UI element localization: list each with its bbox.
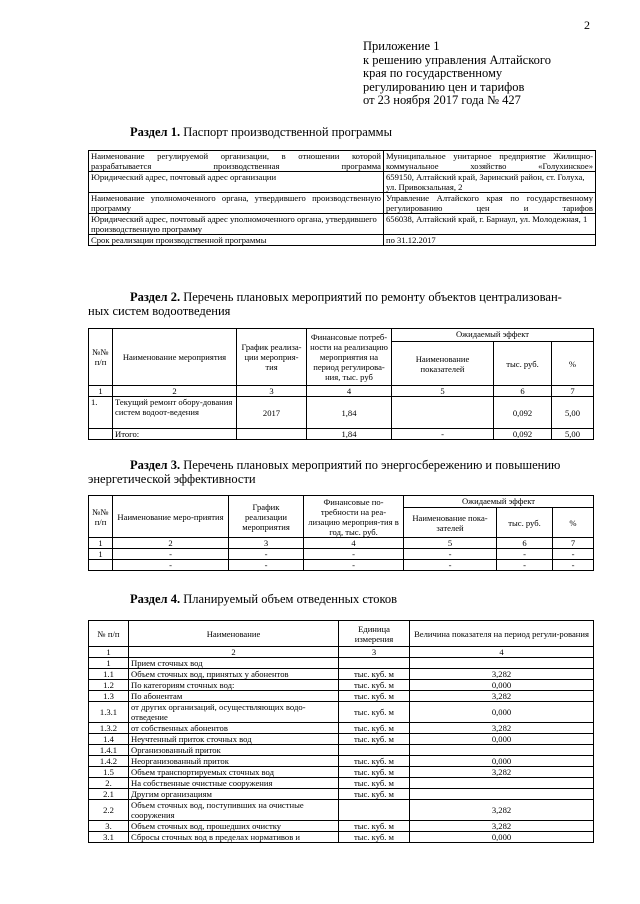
row-name: Объем сточных вод, прошедших очистку	[129, 821, 339, 832]
row-name: Другим организациям	[129, 789, 339, 800]
total-label: Итого:	[113, 429, 237, 440]
wastewater-volume-table	[88, 620, 594, 843]
row-value: 3,282	[410, 821, 594, 832]
row-name: Сбросы сточных вод в пределах нормативов и	[129, 832, 339, 843]
row-num: 2.2	[89, 800, 129, 821]
row-unit: тыс. куб. м	[339, 789, 410, 800]
col-number: 5	[392, 386, 494, 397]
table-row	[89, 214, 596, 235]
column-numbers-row	[89, 386, 594, 397]
table-row	[89, 691, 594, 702]
row-name: Объем сточных вод, принятых у абонентов	[129, 669, 339, 680]
row-value	[410, 778, 594, 789]
row-num: 3.	[89, 821, 129, 832]
row-value: 0,000	[410, 680, 594, 691]
col-header-num: № п/п	[89, 621, 129, 647]
appendix-line: от 23 ноября 2017 года № 427	[363, 93, 521, 107]
appendix-line: края по государственному	[363, 66, 503, 80]
row-name: Организованный приток	[129, 745, 339, 756]
row-unit: тыс. куб. м	[339, 767, 410, 778]
row-num: 1.3.1	[89, 702, 129, 723]
total-indicator: -	[392, 429, 494, 440]
row-value: 0,000	[410, 756, 594, 767]
row-name: На собственные очистные сооружения	[129, 778, 339, 789]
table-row	[89, 235, 596, 246]
col-header-indicators: Наименование пока-зателей	[404, 508, 497, 538]
table-cell: -	[113, 560, 229, 571]
row-unit: тыс. куб. м	[339, 734, 410, 745]
col-header-name: Наименование меро-приятия	[113, 496, 229, 538]
table-row	[89, 669, 594, 680]
row-percent: 5,00	[552, 397, 594, 429]
row-unit: тыс. куб. м	[339, 778, 410, 789]
row-schedule	[237, 429, 307, 440]
row-name: По категориям сточных вод:	[129, 680, 339, 691]
table-row	[89, 821, 594, 832]
col-header-percent: %	[553, 508, 594, 538]
row-num	[89, 429, 113, 440]
row-num: 1.4	[89, 734, 129, 745]
col-header-value: Величина показателя на период регули-рования	[410, 621, 594, 647]
row-indicator	[392, 397, 494, 429]
col-header-thousand: тыс. руб.	[494, 342, 552, 386]
row-unit	[339, 745, 410, 756]
table-row	[89, 789, 594, 800]
col-header-schedule: График реализации мероприятия	[229, 496, 304, 538]
section3-title: Раздел 3. Перечень плановых мероприятий по энергосбережению и повышению энергетической эффективности	[88, 458, 561, 486]
row-num: 2.1	[89, 789, 129, 800]
row-value	[410, 658, 594, 669]
table-cell: -	[404, 560, 497, 571]
col-header-percent: %	[552, 342, 594, 386]
passport-label: Юридический адрес, почтовый адрес организации	[89, 172, 384, 193]
table-row	[89, 172, 596, 193]
table-cell: -	[229, 560, 304, 571]
col-number: 7	[553, 538, 594, 549]
table-cell: -	[304, 549, 404, 560]
repair-measures-table	[88, 328, 594, 440]
col-header-name: Наименование мероприятия	[113, 329, 237, 386]
appendix-header	[363, 40, 603, 108]
col-header-finance: Финансовые по-требности на реа-лизацию мероприя-тия в год, тыс. руб.	[304, 496, 404, 538]
passport-value: Управление Алтайского края по государственному регулированию цен и тарифов	[384, 193, 596, 214]
appendix-line: регулированию цен и тарифов	[363, 79, 525, 94]
table-row	[89, 734, 594, 745]
row-num: 1.2	[89, 680, 129, 691]
col-number: 4	[304, 538, 404, 549]
row-num: 1.3.2	[89, 723, 129, 734]
row-value	[410, 745, 594, 756]
passport-value: 656038, Алтайский край, г. Барнаул, ул. Молодежная, 1	[384, 214, 596, 235]
row-name: Прием сточных вод	[129, 658, 339, 669]
row-value: 3,282	[410, 767, 594, 778]
col-number: 1	[89, 386, 113, 397]
row-value: 0,000	[410, 734, 594, 745]
col-header-finance: Финансовые потреб-ности на реализацию мероприятия на период регулирова-ния, тыс. руб	[307, 329, 392, 386]
row-thousand: 0,092	[494, 397, 552, 429]
col-header-effect: Ожидаемый эффект	[404, 496, 594, 508]
energy-measures-table	[88, 495, 594, 571]
col-header-num: №№ п/п	[89, 329, 113, 386]
row-num: 1.1	[89, 669, 129, 680]
table-cell: -	[497, 549, 553, 560]
col-number: 5	[404, 538, 497, 549]
col-header-effect: Ожидаемый эффект	[392, 329, 594, 342]
column-numbers-row	[89, 647, 594, 658]
passport-label: Наименование уполномоченного органа, утвердившего производственную программу	[89, 193, 384, 214]
table-row	[89, 193, 596, 214]
col-header-indicators: Наименование показателей	[392, 342, 494, 386]
row-unit: тыс. куб. м	[339, 756, 410, 767]
col-number: 2	[113, 538, 229, 549]
total-thousand: 0,092	[494, 429, 552, 440]
row-value: 3,282	[410, 691, 594, 702]
row-num: 1.4.2	[89, 756, 129, 767]
table-row	[89, 756, 594, 767]
col-number: 2	[129, 647, 339, 658]
passport-label: Срок реализации производственной программы	[89, 235, 384, 246]
col-number: 4	[307, 386, 392, 397]
appendix-line: к решению управления Алтайского	[363, 52, 551, 67]
col-number: 3	[339, 647, 410, 658]
table-cell: -	[304, 560, 404, 571]
row-value: 0,000	[410, 832, 594, 843]
col-number: 1	[89, 647, 129, 658]
row-value: 3,282	[410, 669, 594, 680]
table-row	[89, 658, 594, 669]
passport-label: Юридический адрес, почтовый адрес уполномоченного органа, утвердившего производственную программу	[89, 214, 384, 235]
col-number: 2	[113, 386, 237, 397]
row-name: Объем сточных вод, поступивших на очистные сооружения	[129, 800, 339, 821]
col-header-num: №№ п/п	[89, 496, 113, 538]
col-number: 1	[89, 538, 113, 549]
row-value: 3,282	[410, 800, 594, 821]
col-header-unit: Единица измерения	[339, 621, 410, 647]
col-number: 6	[497, 538, 553, 549]
col-number: 3	[229, 538, 304, 549]
row-unit: тыс. куб. м	[339, 821, 410, 832]
table-row	[89, 397, 594, 429]
table-row	[89, 680, 594, 691]
total-row	[89, 429, 594, 440]
row-num: 1	[89, 658, 129, 669]
row-num: 2.	[89, 778, 129, 789]
table-cell: -	[553, 560, 594, 571]
row-name: Неорганизованный приток	[129, 756, 339, 767]
table-row	[89, 832, 594, 843]
passport-table	[88, 150, 596, 246]
appendix-line: Приложение 1	[363, 39, 440, 53]
table-row	[89, 778, 594, 789]
table-row	[89, 151, 596, 172]
table-row	[89, 702, 594, 723]
table-cell: 1	[89, 549, 113, 560]
section1-title: Раздел 1. Паспорт производственной программы	[130, 125, 392, 139]
table-row	[89, 723, 594, 734]
table-cell: -	[497, 560, 553, 571]
row-unit	[339, 800, 410, 821]
table-row	[89, 745, 594, 756]
row-num: 1.	[89, 397, 113, 429]
row-num: 1.4.1	[89, 745, 129, 756]
passport-value: по 31.12.2017	[384, 235, 596, 246]
row-unit: тыс. куб. м	[339, 832, 410, 843]
row-value: 3,282	[410, 723, 594, 734]
passport-value: Муниципальное унитарное предприятие Жилищно-коммунальное хозяйство «Голухинское»	[384, 151, 596, 172]
table-cell	[89, 560, 113, 571]
row-value: 0,000	[410, 702, 594, 723]
col-number: 4	[410, 647, 594, 658]
total-percent: 5,00	[552, 429, 594, 440]
row-unit: тыс. куб. м	[339, 702, 410, 723]
passport-value: 659150, Алтайский край, Заринский район, ст. Голуха, ул. Привокзальная, 2	[384, 172, 596, 193]
page-number: 2	[584, 18, 590, 32]
row-name: от других организаций, осуществляющих водо-отведение	[129, 702, 339, 723]
volume-rows	[89, 658, 594, 843]
col-number: 6	[494, 386, 552, 397]
row-unit	[339, 658, 410, 669]
column-numbers-row	[89, 538, 594, 549]
row-unit: тыс. куб. м	[339, 669, 410, 680]
table-row	[89, 767, 594, 778]
row-unit: тыс. куб. м	[339, 723, 410, 734]
row-num: 1.5	[89, 767, 129, 778]
row-name: Текущий ремонт обору-дования систем водоот-ведения	[113, 397, 237, 429]
table-cell: -	[113, 549, 229, 560]
row-name: По абонентам	[129, 691, 339, 702]
table-row	[89, 549, 594, 560]
section2-title: Раздел 2. Перечень плановых мероприятий по ремонту объектов централизован- ных систем водоотведения	[88, 290, 562, 318]
row-num: 3.1	[89, 832, 129, 843]
row-name: от собственных абонентов	[129, 723, 339, 734]
row-finance: 1,84	[307, 397, 392, 429]
col-header-thousand: тыс. руб.	[497, 508, 553, 538]
col-number: 7	[552, 386, 594, 397]
passport-label: Наименование регулируемой организации, в отношении которой разрабатывается производственная программа	[89, 151, 384, 172]
row-unit: тыс. куб. м	[339, 691, 410, 702]
row-name: Неучтенный приток сточных вод	[129, 734, 339, 745]
col-number: 3	[237, 386, 307, 397]
total-finance: 1,84	[307, 429, 392, 440]
table-cell: -	[229, 549, 304, 560]
section4-title: Раздел 4. Планируемый объем отведенных стоков	[130, 592, 398, 606]
col-header-schedule: График реализа-ции мероприя-тия	[237, 329, 307, 386]
row-schedule: 2017	[237, 397, 307, 429]
col-header-name: Наименование	[129, 621, 339, 647]
table-cell: -	[553, 549, 594, 560]
table-row	[89, 800, 594, 821]
row-name: Объем транспортируемых сточных вод	[129, 767, 339, 778]
row-value	[410, 789, 594, 800]
table-cell: -	[404, 549, 497, 560]
row-num: 1.3	[89, 691, 129, 702]
row-unit: тыс. куб. м	[339, 680, 410, 691]
table-row	[89, 560, 594, 571]
